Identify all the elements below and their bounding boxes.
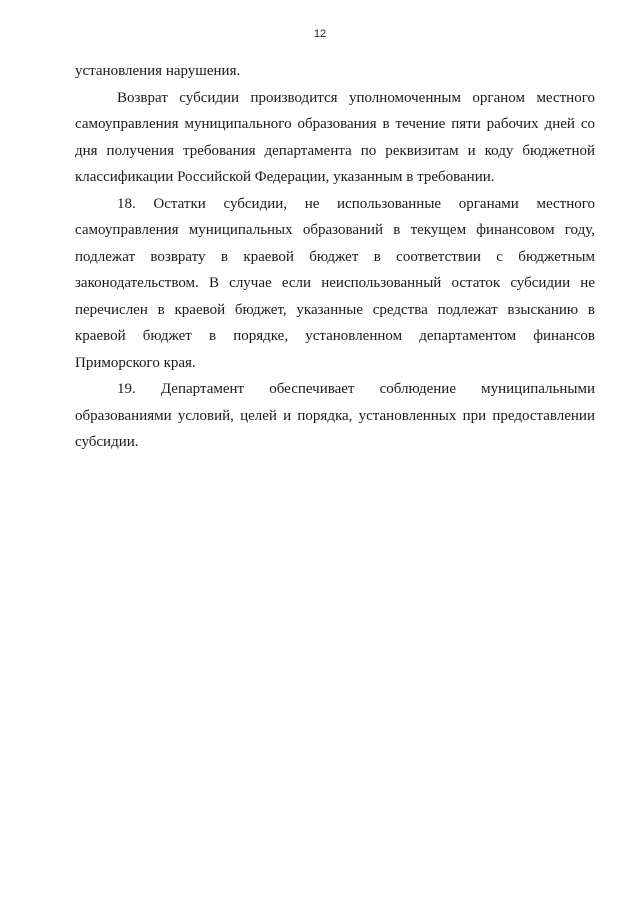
- document-body: [75, 58, 595, 456]
- paragraph-item-18: 18. Остатки субсидии, не использованные органами местного самоуправления муниципальных образований в текущем финансовом году, подлежат возврату в краевой бюджет в соответствии с бюджетным законодательством. В случае если неиспользованный остаток субсидии не перечислен в краевой бюджет, указанные средства подлежат взысканию в краевой бюджет в порядке, установленном департаментом финансов Приморского края.: [75, 195, 595, 371]
- paragraph-subsidy-return: Возврат субсидии производится уполномоченным органом местного самоуправления муниципального образования в течение пяти рабочих дней со дня получения требования департамента по реквизитам и коду бюджетной классификации Российской Федерации, указанным в требовании.: [75, 89, 595, 185]
- paragraph-continuation: установления нарушения.: [75, 63, 241, 79]
- paragraph-item-19: 19. Департамент обеспечивает соблюдение муниципальными образованиями условий, целей и порядка, установленных при предоставлении субсидии.: [75, 381, 595, 450]
- page-number: 12: [313, 28, 327, 40]
